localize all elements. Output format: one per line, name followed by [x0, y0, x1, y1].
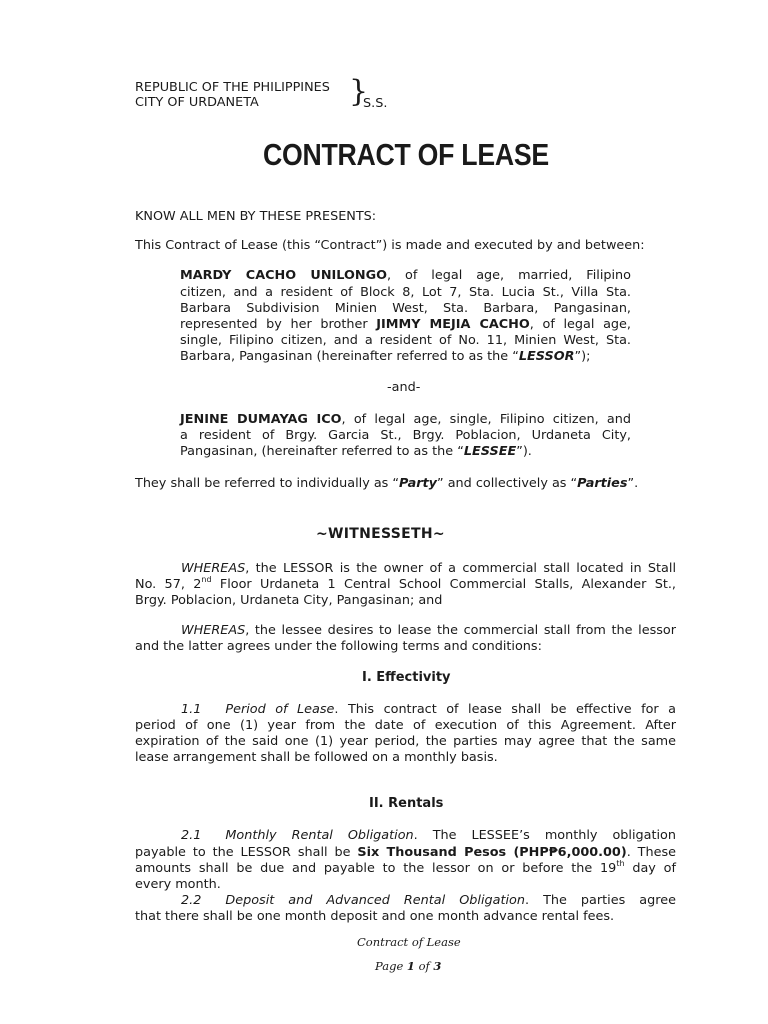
- lessee-line-3: Pangasinan, (hereinafter referred to as the “LESSEE”).: [180, 444, 532, 459]
- representative-name: JIMMY MEJIA CACHO: [376, 317, 530, 332]
- clause-2-2-line-1: 2.2 Deposit and Advanced Rental Obligation. The parties agree: [181, 893, 676, 908]
- clause-2-1-line-4: every month.: [135, 877, 221, 892]
- lessee-term: LESSEE: [463, 444, 517, 459]
- jurisdiction-city: CITY OF URDANETA: [135, 95, 259, 110]
- clause-1-1-line-2: period of one (1) year from the date of execution of this Agreement. After: [135, 718, 676, 733]
- jurisdiction-ss: S.S.: [363, 96, 388, 111]
- whereas-word: WHEREAS: [181, 561, 246, 576]
- rent-amount: Six Thousand Pesos (PHP₱6,000.00): [357, 845, 627, 860]
- party-term: Party: [399, 476, 438, 491]
- witnesseth-heading: ~WITNESSETH~: [316, 526, 445, 542]
- clause-2-1-line-1: 2.1 Monthly Rental Obligation. The LESSEE’s monthly obligation: [181, 828, 676, 843]
- and-separator: -and-: [387, 380, 421, 395]
- lessee-name: JENINE DUMAYAG ICO: [180, 412, 342, 427]
- clause-2-2-line-2: that there shall be one month deposit and one month advance rental fees.: [135, 909, 615, 924]
- page-number: Page 1 of 3: [375, 959, 442, 973]
- parties-definition: They shall be referred to individually as “Party” and collectively as “Parties”.: [135, 476, 639, 491]
- parties-term: Parties: [577, 476, 628, 491]
- know-all-men: KNOW ALL MEN BY THESE PRESENTS:: [135, 209, 377, 224]
- lessor-line-3: Barbara Subdivision Minien West, Sta. Barbara, Pangasinan,: [180, 301, 631, 316]
- whereas-1-line-3: Brgy. Poblacion, Urdaneta City, Pangasinan; and: [135, 593, 443, 608]
- document-title: CONTRACT OF LEASE: [263, 137, 549, 172]
- clause-title: Period of Lease: [225, 702, 335, 717]
- clause-2-1-line-3: amounts shall be due and payable to the lessor on or before the 19th day of: [135, 858, 676, 876]
- lessee-line-2: a resident of Brgy. Garcia St., Brgy. Poblacion, Urdaneta City,: [180, 428, 631, 443]
- section-effectivity-heading: I. Effectivity: [362, 670, 451, 685]
- footer-label: Contract of Lease: [357, 935, 461, 949]
- lessor-term: LESSOR: [518, 349, 575, 364]
- clause-1-1-line-1: 1.1 Period of Lease. This contract of lease shall be effective for a: [181, 702, 677, 717]
- jurisdiction-brace: }: [349, 74, 369, 109]
- whereas-word: WHEREAS: [181, 623, 246, 638]
- clause-1-1-line-3: expiration of the said one (1) year period, the parties may agree that the same: [135, 734, 676, 749]
- lessor-name: MARDY CACHO UNILONGO: [180, 268, 387, 283]
- lessor-line-4: represented by her brother JIMMY MEJIA CACHO, of legal age,: [180, 317, 631, 332]
- whereas-2-line-1: WHEREAS, the lessee desires to lease the commercial stall from the lessor: [181, 623, 676, 638]
- lessor-line-2: citizen, and a resident of Block 8, Lot 7, Sta. Lucia St., Villa Sta.: [180, 285, 631, 300]
- whereas-2-line-2: and the latter agrees under the following terms and conditions:: [135, 639, 542, 654]
- clause-title: Monthly Rental Obligation: [225, 828, 414, 843]
- whereas-1-line-1: WHEREAS, the LESSOR is the owner of a commercial stall located in Stall: [181, 561, 676, 576]
- jurisdiction-country: REPUBLIC OF THE PHILIPPINES: [135, 80, 330, 95]
- section-rentals-heading: II. Rentals: [369, 796, 444, 811]
- clause-2-1-line-2: payable to the LESSOR shall be Six Thousand Pesos (PHP₱6,000.00). These: [135, 845, 677, 860]
- clause-1-1-line-4: lease arrangement shall be followed on a monthly basis.: [135, 750, 498, 765]
- whereas-1-line-2: No. 57, 2nd Floor Urdaneta 1 Central School Commercial Stalls, Alexander St.,: [135, 574, 677, 592]
- lessee-line-1: JENINE DUMAYAG ICO, of legal age, single, Filipino citizen, and: [180, 412, 631, 427]
- lessor-line-1: MARDY CACHO UNILONGO, of legal age, married, Filipino: [180, 268, 631, 283]
- lessor-line-6: Barbara, Pangasinan (hereinafter referred to as the “LESSOR”);: [180, 349, 591, 364]
- clause-title: Deposit and Advanced Rental Obligation: [225, 893, 525, 908]
- lessor-line-5: single, Filipino citizen, and a resident of No. 11, Minien West, Sta.: [180, 333, 631, 348]
- intro-paragraph: This Contract of Lease (this “Contract”) is made and executed by and between:: [135, 238, 645, 253]
